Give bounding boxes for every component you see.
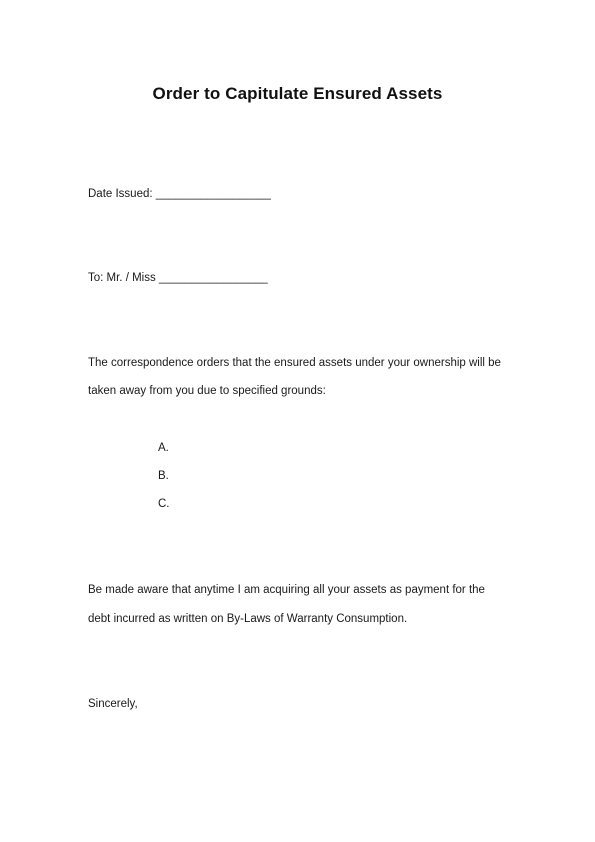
order-paragraph-line-1: The correspondence orders that the ensured assets under your ownership will be xyxy=(88,357,501,369)
ground-item-a: A. xyxy=(158,442,169,454)
order-paragraph-line-2: taken away from you due to specified grounds: xyxy=(88,385,326,397)
recipient-line: To: Mr. / Miss _________________ xyxy=(88,272,268,284)
notice-paragraph-line-2: debt incurred as written on By-Laws of Warranty Consumption. xyxy=(88,613,408,625)
ground-item-b: B. xyxy=(158,470,169,482)
notice-paragraph-line-1: Be made aware that anytime I am acquiring all your assets as payment for the xyxy=(88,584,485,596)
ground-item-c: C. xyxy=(158,498,170,510)
document-title: Order to Capitulate Ensured Assets xyxy=(152,84,443,103)
closing-salutation: Sincerely, xyxy=(88,698,138,710)
date-issued-line: Date Issued: __________________ xyxy=(88,188,271,200)
